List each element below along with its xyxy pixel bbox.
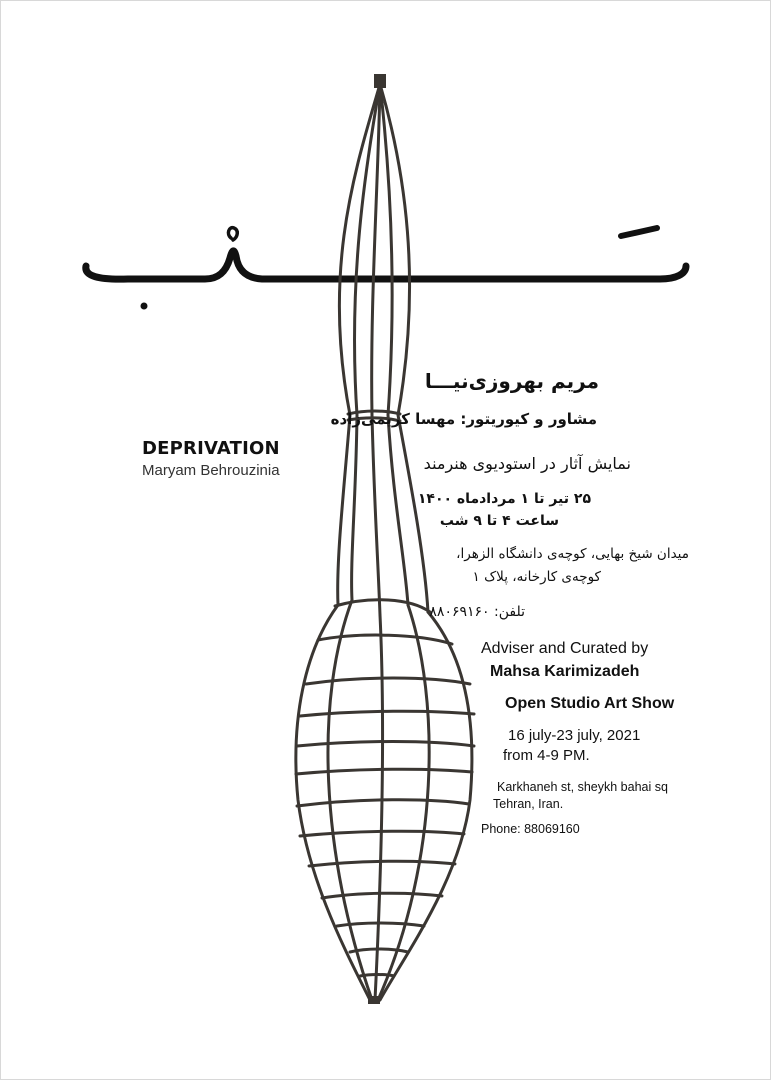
curator-label-en: Adviser and Curated by bbox=[481, 640, 649, 657]
artist-name-en: Maryam Behrouzinia bbox=[142, 462, 280, 479]
address-line2-fa: کوچه‌ی کارخانه، پلاک ۱ bbox=[472, 569, 601, 585]
show-title-en: Open Studio Art Show bbox=[505, 695, 675, 712]
address-line1-en: Karkhaneh st, sheykh bahai sq bbox=[497, 780, 668, 794]
phone-en: Phone: 88069160 bbox=[481, 822, 580, 836]
hours-en: from 4-9 PM. bbox=[503, 747, 590, 764]
address-line1-fa: میدان شیخ بهایی، کوچه‌ی دانشگاه الزهرا، bbox=[456, 546, 689, 562]
exhibition-title-en: DEPRIVATION bbox=[142, 438, 280, 459]
phone-fa: تلفن: ۸۸۰۶۹۱۶۰ bbox=[429, 604, 525, 620]
address-line2-en: Tehran, Iran. bbox=[493, 797, 564, 811]
curator-name-en: Mahsa Karimizadeh bbox=[490, 663, 640, 680]
curator-fa: مشاور و کیوریتور: مهسا کریمی‌زاده bbox=[330, 410, 597, 428]
hours-fa: ساعت ۴ تا ۹ شب bbox=[439, 513, 559, 529]
calligraphic-title-icon bbox=[86, 228, 686, 310]
artist-name-fa: مریم بهروزی‌نیـــا bbox=[424, 369, 599, 393]
dates-fa: ۲۵ تیر تا ۱ مردادماه ۱۴۰۰ bbox=[417, 491, 591, 507]
dates-en: 16 july-23 july, 2021 bbox=[508, 727, 641, 744]
wire-sculpture-icon bbox=[296, 74, 474, 1004]
show-title-fa: نمایش آثار در استودیوی هنرمند bbox=[423, 454, 631, 473]
